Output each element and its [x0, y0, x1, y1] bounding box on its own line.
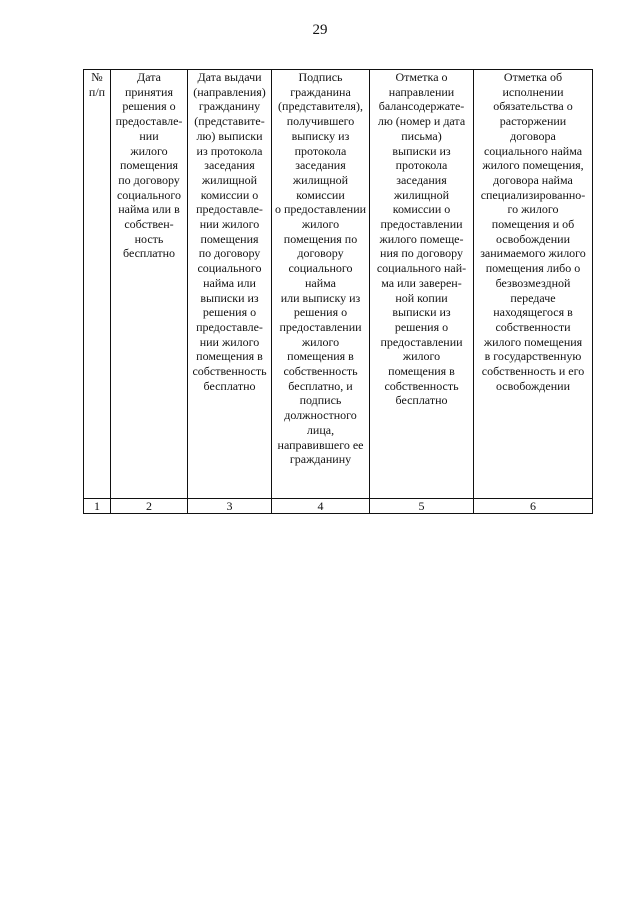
header-cell-number: № п/п [84, 70, 111, 499]
header-cell-issue-date: Дата выдачи (направления) гражданину (представите- лю) выписки из протокола заседания жилищной комиссии о предоставле- нии жилого помещения по договору социального найма или выписки из решения о предоставле- нии жилого помещения в собственность бесплатно [188, 70, 272, 499]
header-cell-decision-date: Дата принятия решения о предоставле- нии жилого помещения по договору социального найма или в собствен- ность бесплатно [111, 70, 188, 499]
column-number-3: 3 [188, 499, 272, 514]
page-number: 29 [312, 22, 328, 38]
column-number-4: 4 [272, 499, 370, 514]
column-numbering-row [84, 499, 593, 514]
header-cell-signature: Подпись гражданина (представителя), получившего выписку из протокола заседания жилищной комиссии о предоставлении жилого помещения по договору социального найма или выписку из решения о предоставлении жилого помещения в собственность бесплатно, и подпись должностного лица, направившего ее гражданину [272, 70, 370, 499]
header-cell-obligation-mark: Отметка об исполнении обязательства о расторжении договора социального найма жилого помещения, договора найма специализированно- го жилого помещения и об освобождении занимаемого жилого помещения либо о безвозмездной передаче находящегося в собственности жилого помещения в государственную собственность и его освобождении [474, 70, 593, 499]
register-table-header [84, 70, 593, 499]
register-table [83, 69, 593, 514]
header-row [84, 70, 593, 499]
register-table-body [84, 499, 593, 514]
header-cell-balance-holder-mark: Отметка о направлении балансодержате- лю (номер и дата письма) выписки из протокола заседания жилищной комиссии о предоставлении жилого помеще- ния по договору социального най- ма или заверен- ной копии выписки из решения о предоставлении жилого помещения в собственность бесплатно [370, 70, 474, 499]
column-number-6: 6 [474, 499, 593, 514]
column-number-2: 2 [111, 499, 188, 514]
column-number-5: 5 [370, 499, 474, 514]
column-number-1: 1 [84, 499, 111, 514]
